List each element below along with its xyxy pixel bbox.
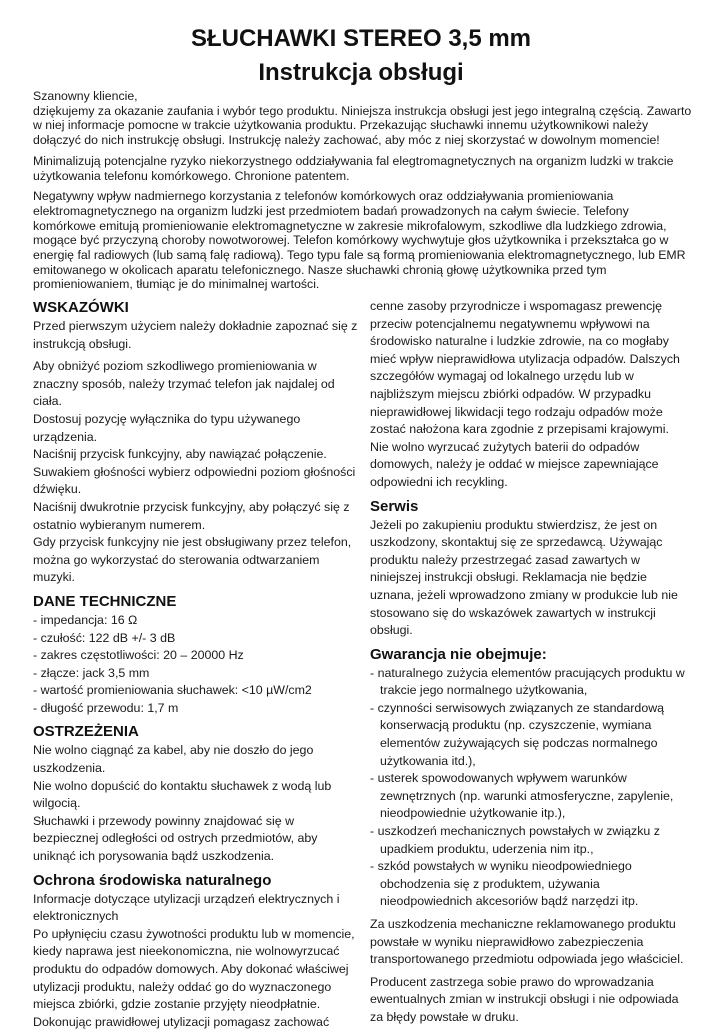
serwis-heading: Serwis — [370, 497, 419, 515]
intro-section — [33, 89, 693, 298]
spec-item: - złącze: jack 3,5 mm — [33, 665, 150, 680]
wskazowki-paragraph: Suwakiem głośności wybierz odpowiedni poziom głośności dźwięku. — [33, 464, 356, 497]
intro-text — [33, 89, 693, 148]
ostrzezenia-heading: OSTRZEŻENIA — [33, 723, 139, 741]
ochrona-paragraph: Dokonując prawidłowej utylizacji pomagasz zachować — [33, 1014, 330, 1029]
gwarancja-item: - usterek spowodowanych wpływem warunków zewnętrznych (np. warunki atmosferyczne, zapylenie, nieodpowiednie użytkowanie itp.), — [370, 771, 674, 821]
document-title: SŁUCHAWKI STEREO 3,5 mm — [190, 25, 532, 52]
ostrzezenia-paragraph: Nie wolno ciągnąć za kabel, aby nie doszło do jego uszkodzenia. — [33, 743, 314, 776]
gwarancja-heading: Gwarancja nie obejmuje: — [370, 645, 547, 663]
ochrona-paragraph: Informacje dotyczące utylizacji urządzeń elektrycznych i elektronicznych — [33, 891, 340, 924]
intro-paragraph-2: Minimalizują potencjalne ryzyko niekorzystnego oddziaływania fal elegtromagnetycznych na organizm ludzki w trakcie użytkowania telefonu komórkowego. Chronione patentem. — [33, 153, 674, 183]
wskazowki-paragraph: Przed pierwszym użyciem należy dokładnie zapoznać się z instrukcją obsługi. — [33, 319, 358, 351]
gwarancja-item: - naturalnego zużycia elementów pracujących produktu w trakcie jego normalnego użytkowania, — [370, 665, 685, 698]
wskazowki-heading: WSKAZÓWKI — [33, 299, 129, 316]
spec-item: - impedancja: 16 Ω — [33, 612, 138, 627]
wskazowki-paragraph: Naciśnij przycisk funkcyjny, aby nawiązać połączenie. — [33, 447, 327, 462]
ochrona-paragraph: Nie wolno wyrzucać zużytych baterii do odpadów domowych, należy je oddać w miejsce zapewniające odpowiedni ich recykling. — [370, 439, 659, 489]
document-subtitle: Instrukcja obsługi — [258, 59, 464, 86]
ochrona-paragraph-continued: cenne zasoby przyrodnicze i wspomagasz prewencję przeciw potencjalnemu negatywnemu wpływowi na środowisko naturalne i ludzkie zdrowie, na co mogłaby mieć wpływ nieprawidłowa utylizacja odpadów. Dalszych szczegółów wymagaj od lokalnego urzędu lub w najbliższym miejscu zbiórki odpadów. W przypadku nieprawidłowej likwidacji tego rodzaju odpadów może zostać nałożona kara zgodnie z przepisami krajowymi. — [370, 299, 680, 437]
spec-item: - wartość promieniowania słuchawek: <10 µW/cm2 — [33, 683, 312, 698]
gwarancja-paragraph: Za uszkodzenia mechaniczne reklamowanego produktu powstałe w wyniku nieprawidłowo zabezpieczenia transportowanego przedmiotu odpowiada jego właściciel. — [370, 917, 684, 967]
gwarancja-item: - szkód powstałych w wyniku nieodpowiedniego obchodzenia się z produktem, używania nieodpowiednich akcesoriów bądź narzędzi itp. — [370, 859, 639, 909]
wskazowki-paragraph: Naciśnij dwukrotnie przycisk funkcyjny, aby połączyć się z ostatnio wybieranym numerem. — [33, 499, 350, 532]
spec-item: - zakres częstotliwości: 20 – 20000 Hz — [33, 648, 244, 663]
dane-techniczne-list — [33, 612, 358, 718]
intro-paragraph-1: dziękujemy za okazanie zaufania i wybór tego produktu. Niniejsza instrukcja obsługi jest jego integralną częścią. Zawarto w niej informacje pomocne w trakcie użytkowania produktu. Przekazując słuchawki innemu użytkownikowi należy dołączyć do nich instrukcję obsługi. Instrukcję należy zachować, aby móc z niej skorzystać w dowolnym momencie! — [33, 103, 692, 148]
ostrzezenia-paragraph: Nie wolno dopuścić do kontaktu słuchawek z wodą lub wilgocią. — [33, 778, 332, 811]
ochrona-heading: Ochrona środowiska naturalnego — [33, 871, 272, 889]
gwarancja-item: - czynności serwisowych związanych ze standardową konserwacją produktu (np. czyszczenie, wymiana elementów zużywających się podczas normalnego użytkowania itd.), — [370, 700, 665, 768]
dane-techniczne-heading: DANE TECHNICZNE — [33, 592, 177, 610]
wskazowki-paragraph: Gdy przycisk funkcyjny nie jest obsługiwany przez telefon, można go wykorzystać do sterowania odtwarzaniem muzyki. — [33, 535, 352, 585]
gwarancja-item: - uszkodzeń mechanicznych powstałych w związku z upadkiem produktu, uderzenia nim itp., — [370, 824, 660, 856]
spec-item: - długość przewodu: 1,7 m — [33, 700, 179, 715]
gwarancja-list — [370, 665, 690, 911]
serwis-paragraph: Jeżeli po zakupieniu produktu stwierdzisz, że jest on uszkodzony, skontaktuj się ze sprzedawcą. Używając produktu należy przestrzegać zasad zawartych w niniejszej instrukcji obsługi. Reklamacja nie będzie uznana, jeżeli wprowadzono zmiany w produkcie lub nie stosowano się do wskazówek zawartych w instrukcji obsługi. — [370, 517, 678, 638]
spec-item: - czułość: 122 dB +/- 3 dB — [33, 630, 176, 645]
wskazowki-paragraph: Aby obniżyć poziom szkodliwego promieniowania w znaczny sposób, należy trzymać telefon jak najdalej od ciała. — [33, 359, 335, 409]
ochrona-paragraph: Po upłynięciu czasu żywotności produktu lub w momencie, kiedy naprawa jest nieekonomiczna, nie wolnowyrzucać produktu do odpadów domowych. Aby dokonać właściwej utylizacji produktu, należy oddać go do wyznaczonego miejsca zbiórki, gdzie zostanie przyjęty nieodpłatnie. — [33, 926, 355, 1012]
wskazowki-paragraph: Dostosuj pozycję wyłącznika do typu używanego urządzenia. — [33, 411, 301, 444]
intro-paragraph-3: Negatywny wpływ nadmiernego korzystania z telefonów komórkowych oraz oddziaływania promieniowania elektromagnetycznego na organizm ludzki jest przedmiotem badań prowadzonych na całym świecie. Telefony komórkowe emitują promieniowanie elektromagnetyczne w zakresie mikrofalowym, szkodliwe dla ludzkiego zdrowia, mogące być przyczyną choroby nowotworowej. Telefon komórkowy wychwytuje głos użytkownika i przekształca go w energię fal radiowych (lub samą falę radiową). Tego typu fale są formą promieniowania elektromagnetycznego, lub EMR emitowanego w okolicach aparatu telefonicznego. Nasze słuchawki chronią głowę użytkownika przed tym promieniowaniem, tłumiąc je do minimalnej wartości. — [33, 189, 686, 292]
left-column — [33, 298, 358, 1031]
intro-greeting: Szanowny kliencie, — [33, 89, 138, 103]
ostrzezenia-paragraph: Słuchawki i przewody powinny znajdować się w bezpiecznej odległości od ostrych przedmiotów, aby uniknąć ich porysowania bądź uszkodzenia. — [33, 813, 318, 864]
right-column — [370, 298, 690, 1027]
gwarancja-paragraph: Producent zastrzega sobie prawo do wprowadzania ewentualnych zmian w instrukcji obsługi i nie odpowiada za błędy powstałe w druku. — [370, 974, 679, 1024]
